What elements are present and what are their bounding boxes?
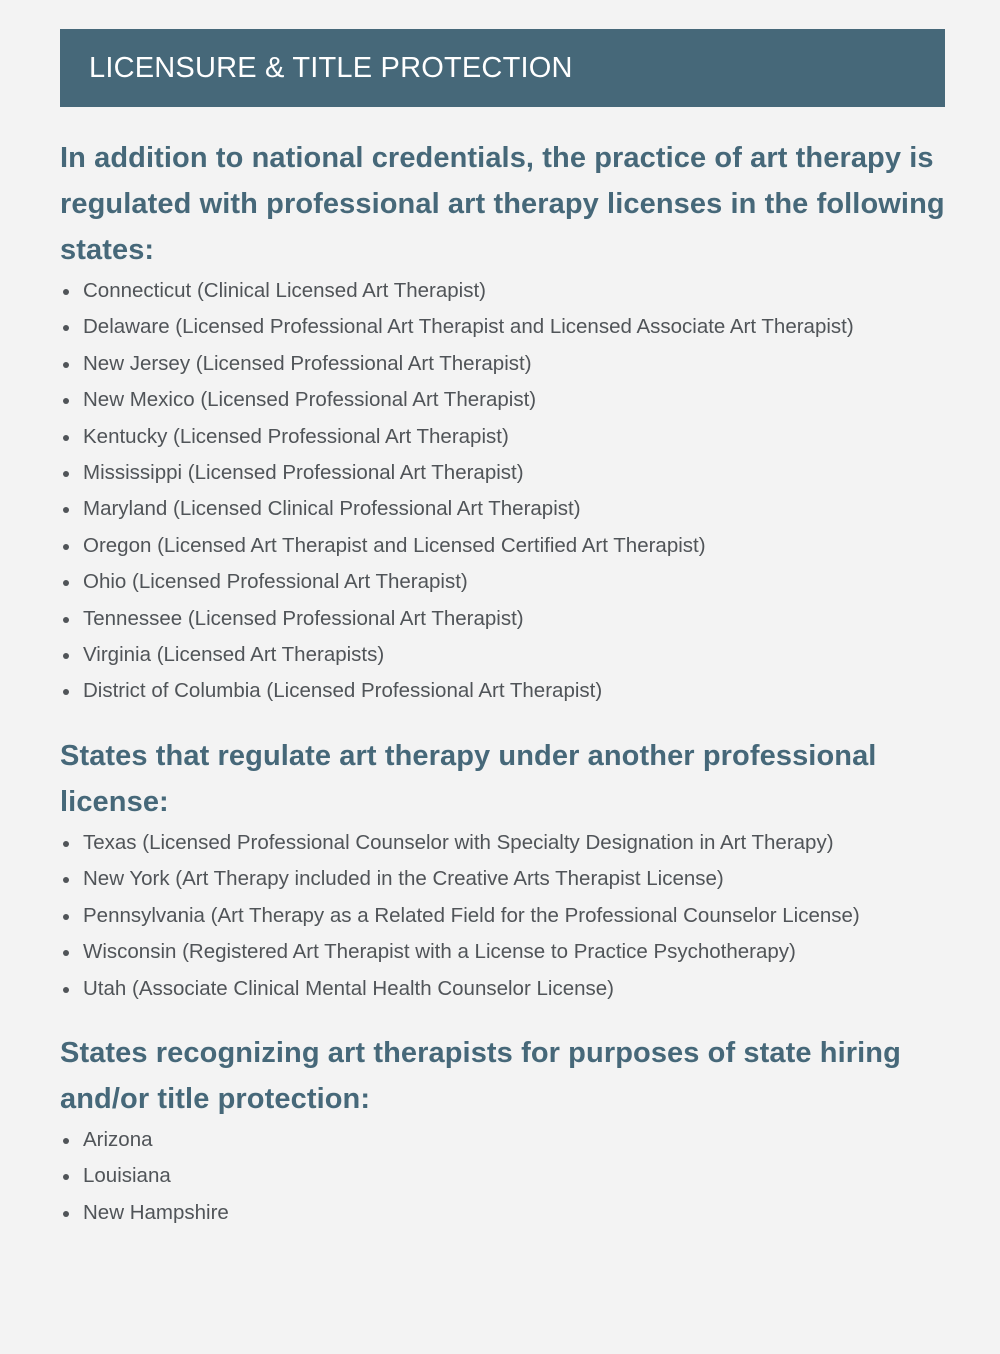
- list-item: District of Columbia (Licensed Professional Art Therapist): [60, 673, 950, 709]
- section-banner: [60, 29, 945, 107]
- list-item: Virginia (Licensed Art Therapists): [60, 637, 950, 673]
- list-item: Delaware (Licensed Professional Art Therapist and Licensed Associate Art Therapist): [60, 309, 950, 345]
- title-protection-list: [60, 1122, 950, 1231]
- list-item: Maryland (Licensed Clinical Professional Art Therapist): [60, 491, 950, 527]
- section-heading-title-protection: States recognizing art therapists for purposes of state hiring and/or title protection:: [60, 1036, 901, 1115]
- banner-title: LICENSURE & TITLE PROTECTION: [89, 51, 573, 84]
- list-item: Wisconsin (Registered Art Therapist with a License to Practice Psychotherapy): [60, 934, 950, 970]
- list-item: New Hampshire: [60, 1195, 950, 1231]
- other-license-list: [60, 825, 950, 1007]
- state-license-list: [60, 273, 950, 710]
- list-item: Tennessee (Licensed Professional Art Therapist): [60, 601, 950, 637]
- section-heading-art-therapy-licenses: In addition to national credentials, the practice of art therapy is regulated with professional art therapy licenses in the following states:: [60, 142, 945, 266]
- list-item: Kentucky (Licensed Professional Art Therapist): [60, 419, 950, 455]
- list-item: Arizona: [60, 1122, 950, 1158]
- main-content: [60, 135, 950, 1231]
- list-item: Louisiana: [60, 1158, 950, 1194]
- list-item: Ohio (Licensed Professional Art Therapist): [60, 564, 950, 600]
- list-item: Mississippi (Licensed Professional Art Therapist): [60, 455, 950, 491]
- list-item: Pennsylvania (Art Therapy as a Related Field for the Professional Counselor License): [60, 898, 950, 934]
- list-item: Texas (Licensed Professional Counselor with Specialty Designation in Art Therapy): [60, 825, 950, 861]
- list-item: Utah (Associate Clinical Mental Health Counselor License): [60, 971, 950, 1007]
- list-item: New Jersey (Licensed Professional Art Therapist): [60, 346, 950, 382]
- list-item: Oregon (Licensed Art Therapist and Licensed Certified Art Therapist): [60, 528, 950, 564]
- list-item: Connecticut (Clinical Licensed Art Therapist): [60, 273, 950, 309]
- list-item: New York (Art Therapy included in the Creative Arts Therapist License): [60, 861, 950, 897]
- section-heading-other-license: States that regulate art therapy under another professional license:: [60, 739, 877, 818]
- list-item: New Mexico (Licensed Professional Art Therapist): [60, 382, 950, 418]
